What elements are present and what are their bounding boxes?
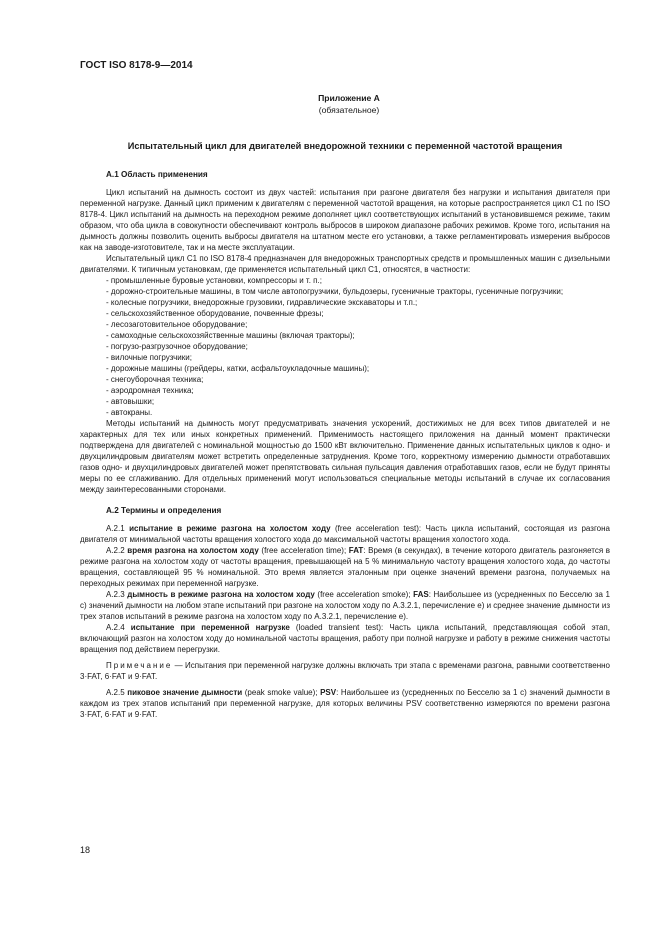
installations-list	[80, 275, 610, 418]
definition-a25	[80, 687, 610, 720]
list-item: - дорожные машины (грейдеры, катки, асфальтоукладочные машины);	[106, 364, 370, 373]
definition-abbr: PSV	[320, 688, 337, 697]
section-a1-para3: Методы испытаний на дымность могут предусматривать значения ускорений, достижимых не для всех типов двигателей и не характерных для тех или иных конкретных применений. Применимость настоящего приложения на данный момент практически подтверждена для двигателей с номинальной мощностью до 1500 кВт включительно. Применение данных испытательных циклов к одно- и двухцилиндровым двигателям может встретить определенные затруднения. Кроме того, корректному измерению дымности отработавших газов одно- и двухцилиндровых двигателей может препятствовать сильная пульсация давления отработавших газов, если не будут приняты меры по ее сглаживанию. Для отдельных применений могут использоваться специальные методы испытаний в случае их согласования между заинтересованными сторонами.	[80, 419, 610, 494]
list-item: - самоходные сельскохозяйственные машины (включая тракторы);	[106, 331, 355, 340]
list-item: - снегоуборочная техника;	[106, 375, 204, 384]
definition-abbr: FAT	[348, 546, 364, 555]
appendix-heading	[0, 92, 661, 116]
note-text: — Испытания при переменной нагрузке должны включать три этапа с временами разгона, равными соответственно 3·FAT, 6·FAT и 9·FAT.	[80, 661, 610, 681]
definition-text: (free acceleration test): Часть цикла испытаний, состоящая из разгона двигателя от минимальной частоты вращения холостого хода до максимальной частоты вращения холостого хода.	[80, 524, 610, 544]
main-title: Испытательный цикл для двигателей внедорожной техники с переменной частотой вращения	[127, 141, 563, 151]
list-item: - автовышки;	[106, 397, 155, 406]
definition-abbr: FAS	[413, 590, 429, 599]
definition-number: А.2.3	[106, 590, 125, 599]
section-a2-heading: А.2 Термины и определения	[106, 506, 222, 515]
list-item: - промышленные буровые установки, компрессоры и т. п.;	[106, 276, 322, 285]
definition-text: : Наибольшее из (усредненных по Бесселю за 1 с) значений дымности на любом этапе испытаний при разгоне на холостом ходу по А.3.2.1, перечисление е) и среднее значение дымности из трех этапов испытаний в режиме разгона на холостом ходу по А.3.2.1, перечисление е).	[80, 590, 611, 621]
note	[80, 660, 610, 682]
definition-number: А.2.2	[106, 546, 125, 555]
definition-text: : Наибольшее из (усредненных по Бесселю за 1 с) значений дымности в каждом из трех этапов испытаний при переменной нагрузке, для которых величины PSV соответственно измеряются по времени разгона 3·FAT, 6·FAT и 9·FAT.	[80, 688, 610, 719]
list-item: - погрузо-разгрузочное оборудование;	[106, 342, 248, 351]
list-item: - сельскохозяйственное оборудование, почвенные фрезы;	[106, 309, 324, 318]
section-a1-para1: Цикл испытаний на дымность состоит из двух частей: испытания при разгоне двигателя без нагрузки и испытания двигателя при переменной нагрузке. Данный цикл применим к двигателям с переменной частотой вращения, на которые распространяется цикл С1 по ISO 8178-4. Цикл испытаний на дымность на переходном режиме дополняет цикл соответствующих испытаний в установившемся режиме, таким образом, что оба цикла в совокупности обеспечивают контроль выбросов в широком диапазоне рабочих режимов. Кроме того, испытания на дымность должны позволить оценить выбросы двигателя на штатном месте его установки, а также регламентировать измерения выбросов как на заводе-изготовителе, так и на месте эксплуатации.	[80, 188, 610, 252]
appendix-subtitle: (обязательное)	[318, 105, 380, 115]
definition-term: дымность в режиме разгона на холостом ходу	[127, 590, 315, 599]
list-item: - лесозаготовительное оборудование;	[106, 320, 248, 329]
note-label: Примечание	[106, 661, 173, 670]
definition-number: А.2.5	[106, 688, 125, 697]
definition-a24	[80, 622, 610, 655]
definition-term: пиковое значение дымности	[127, 688, 243, 697]
definition-english: (peak smoke value);	[242, 688, 321, 697]
definition-term: время разгона на холостом ходу	[127, 546, 259, 555]
definition-a23	[80, 589, 610, 622]
list-item: - дорожно-строительные машины, в том числе автопогрузчики, бульдозеры, гусеничные тракторы, гусеничные погрузчики;	[106, 287, 564, 296]
list-item: - колесные погрузчики, внедорожные грузовики, гидравлические экскаваторы и т.п.;	[106, 298, 418, 307]
definition-number: А.2.4	[106, 623, 125, 632]
standard-header: ГОСТ ISO 8178-9—2014	[80, 60, 193, 71]
definition-english: (free acceleration smoke);	[314, 590, 414, 599]
definition-term: испытание в режиме разгона на холостом ходу	[129, 524, 331, 533]
definition-number: А.2.1	[106, 524, 125, 533]
definition-text: : Время (в секундах), в течение которого двигатель разгоняется в режиме разгона на холостом ходу от частоты вращения, превышающей на 5 % минимальную частоту вращения холостого хода, до частоты вращения, составляющей 95 % номинальной. Это время является эталонным при оценке значений времени разгона, получаемых на переходных режимах при переменной нагрузке.	[80, 546, 611, 588]
document-body	[80, 169, 610, 720]
definition-a22	[80, 545, 610, 589]
list-item: - аэродромная техника;	[106, 386, 194, 395]
page-number: 18	[80, 845, 91, 855]
section-a1-para2: Испытательный цикл С1 по ISO 8178-4 предназначен для внедорожных транспортных средств и промышленных машин с дизельными двигателями. К типичным установкам, где применяется испытательный цикл С1, относятся, в частности:	[80, 254, 610, 274]
definition-english: (free acceleration time);	[258, 546, 349, 555]
appendix-title: Приложение А	[318, 93, 380, 103]
section-a1-heading: А.1 Область применения	[106, 170, 208, 179]
definition-a21	[80, 523, 610, 545]
definition-term: испытание при переменной нагрузке	[130, 623, 290, 632]
list-item: - автокраны.	[106, 408, 153, 417]
list-item: - вилочные погрузчики;	[106, 353, 192, 362]
definition-text: (loaded transient test): Часть цикла испытаний, представляющая собой этап, включающий разгон на холостом ходу до номинальной частоты вращения, работу при полной нагрузке и работу в режиме снижения частоты вращения под действием перегрузки.	[80, 623, 610, 654]
